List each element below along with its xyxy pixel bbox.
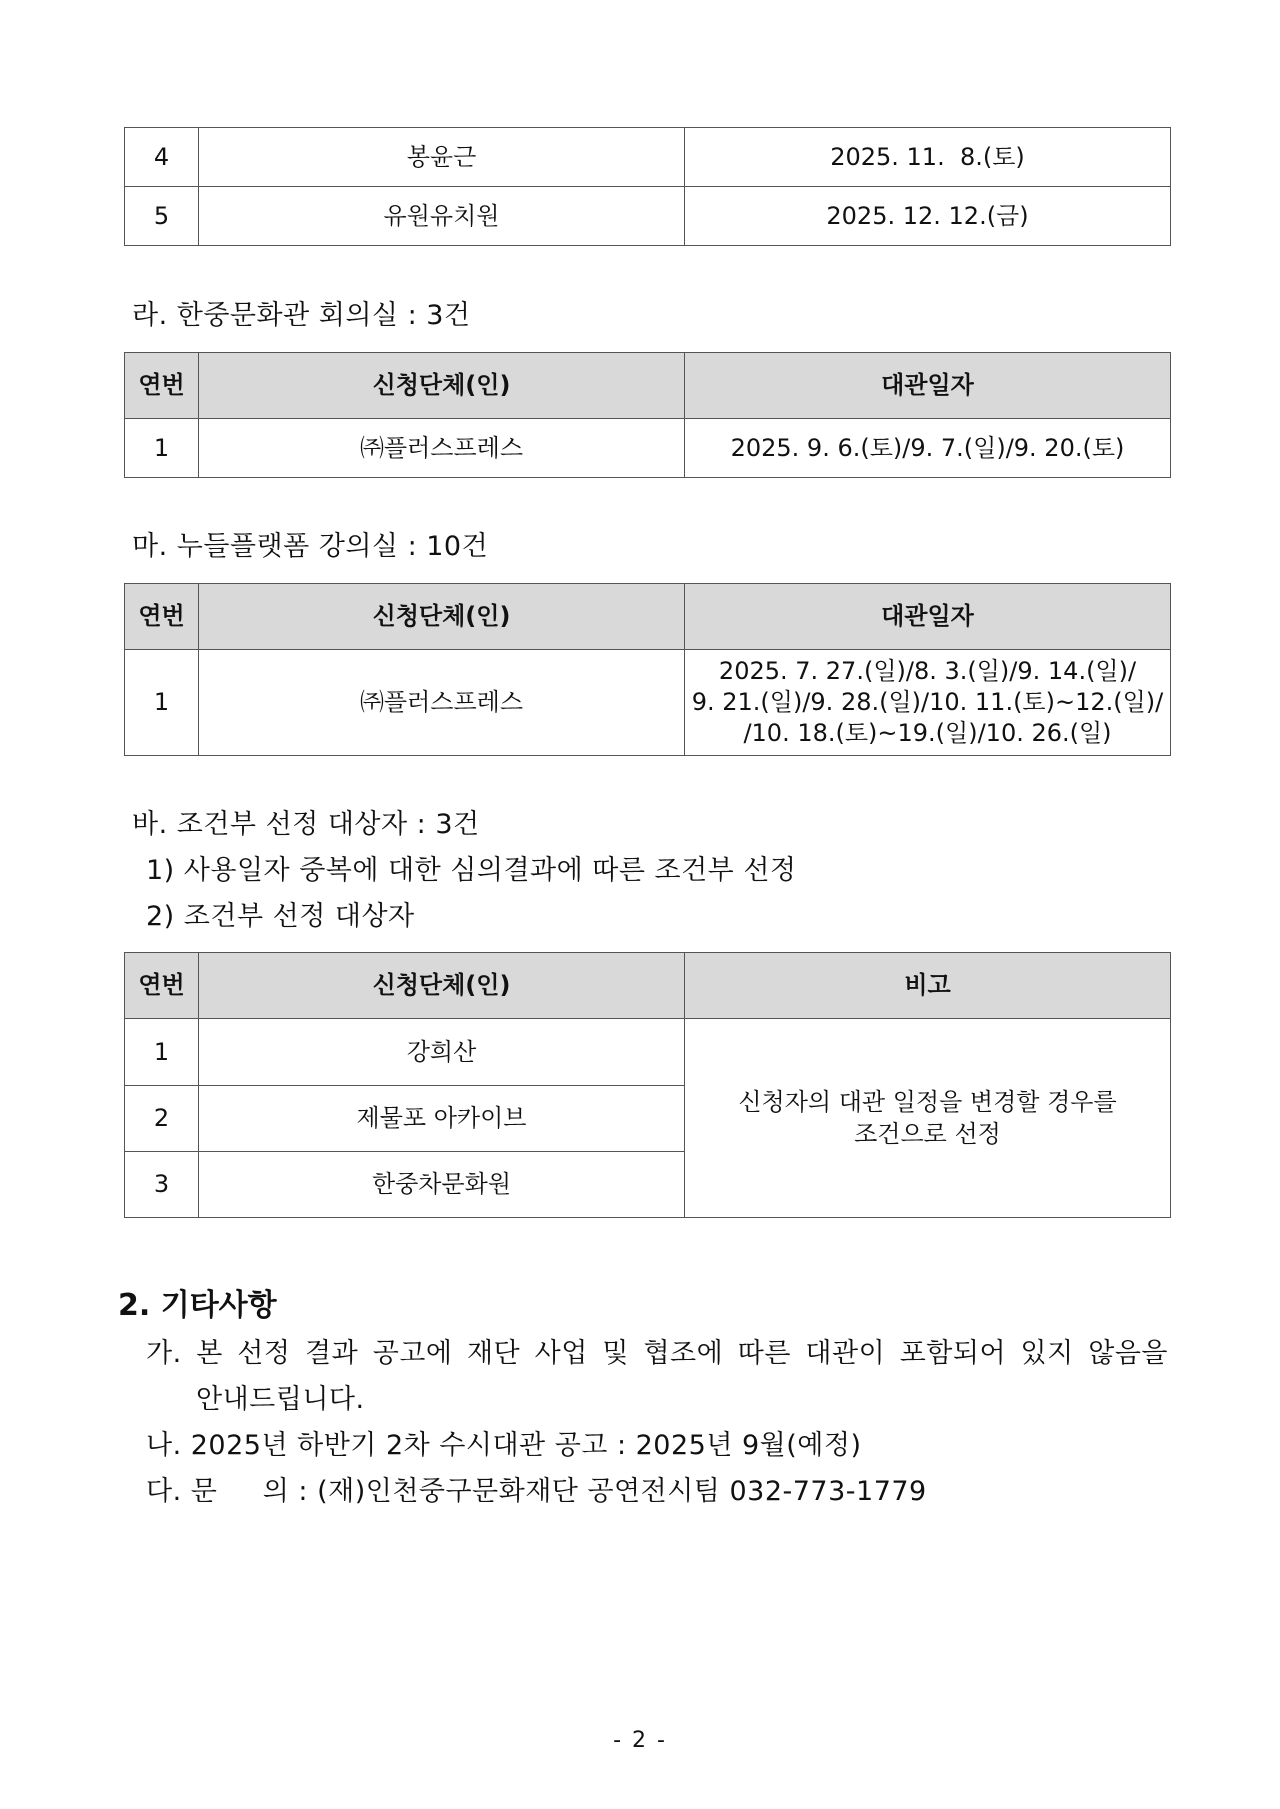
cell-org: 강희산 (199, 1019, 685, 1086)
table-ma (124, 583, 1171, 756)
table-ra (124, 352, 1171, 478)
cell-no: 3 (125, 1152, 199, 1218)
cell-org: 유원유치원 (199, 187, 685, 246)
section-ra-title: 라. 한중문화관 회의실 : 3건 (132, 300, 471, 331)
header-org: 신청단체(인) (199, 953, 685, 1019)
note-line: 신청자의 대관 일정을 변경할 경우를 (738, 1087, 1117, 1116)
cell-date: 2025. 11. 8.(토) (685, 128, 1171, 187)
cell-org: ㈜플러스프레스 (199, 650, 685, 756)
cell-org: 한중차문화원 (199, 1152, 685, 1218)
table-header-row (125, 584, 1171, 650)
header-date: 대관일자 (685, 353, 1171, 419)
cell-date: 2025. 9. 6.(토)/9. 7.(일)/9. 20.(토) (685, 419, 1171, 478)
section2-item-na: 나. 2025년 하반기 2차 수시대관 공고 : 2025년 9월(예정) (146, 1430, 862, 1461)
cell-no: 2 (125, 1086, 199, 1152)
table-row (125, 128, 1171, 187)
table-continued (124, 127, 1171, 246)
cell-org: ㈜플러스프레스 (199, 419, 685, 478)
table-header-row (125, 953, 1171, 1019)
table-header-row (125, 353, 1171, 419)
header-no: 연번 (125, 353, 199, 419)
table-ba (124, 952, 1171, 1218)
header-org: 신청단체(인) (199, 584, 685, 650)
table-row (125, 1019, 1171, 1086)
page-number: - 2 - (613, 1728, 667, 1753)
section-ma-title: 마. 누들플랫폼 강의실 : 10건 (132, 531, 489, 562)
cell-org: 제물포 아카이브 (199, 1086, 685, 1152)
table-row (125, 419, 1171, 478)
cell-note (685, 1019, 1171, 1218)
date-line: /10. 18.(토)~19.(일)/10. 26.(일) (743, 719, 1112, 748)
section2-item-ga: 가. 본 선정 결과 공고에 재단 사업 및 협조에 따른 대관이 포함되어 있지 않음을 (146, 1338, 1168, 1369)
header-date: 대관일자 (685, 584, 1171, 650)
section2-item-da: 다. 문 의 : (재)인천중구문화재단 공연전시팀 032-773-1779 (146, 1476, 927, 1507)
table-row (125, 187, 1171, 246)
header-no: 연번 (125, 584, 199, 650)
cell-date (685, 650, 1171, 756)
section-ba-sub1: 1) 사용일자 중복에 대한 심의결과에 따른 조건부 선정 (146, 855, 797, 886)
cell-org: 봉윤근 (199, 128, 685, 187)
date-line: 9. 21.(일)/9. 28.(일)/10. 11.(토)~12.(일)/ (691, 687, 1164, 716)
date-line: 2025. 7. 27.(일)/8. 3.(일)/9. 14.(일)/ (718, 656, 1137, 685)
header-org: 신청단체(인) (199, 353, 685, 419)
cell-no: 5 (125, 187, 199, 246)
note-line: 조건으로 선정 (854, 1120, 1001, 1148)
cell-date: 2025. 12. 12.(금) (685, 187, 1171, 246)
header-no: 연번 (125, 953, 199, 1019)
section2-heading: 2. 기타사항 (118, 1288, 277, 1323)
cell-no: 1 (125, 1019, 199, 1086)
section2-item-ga-cont: 안내드립니다. (196, 1384, 365, 1415)
cell-no: 4 (125, 128, 199, 187)
cell-no: 1 (125, 650, 199, 756)
cell-no: 1 (125, 419, 199, 478)
section-ba-sub2: 2) 조건부 선정 대상자 (146, 901, 415, 932)
section-ba-title: 바. 조건부 선정 대상자 : 3건 (132, 809, 480, 840)
table-row (125, 650, 1171, 756)
header-note: 비고 (685, 953, 1171, 1019)
